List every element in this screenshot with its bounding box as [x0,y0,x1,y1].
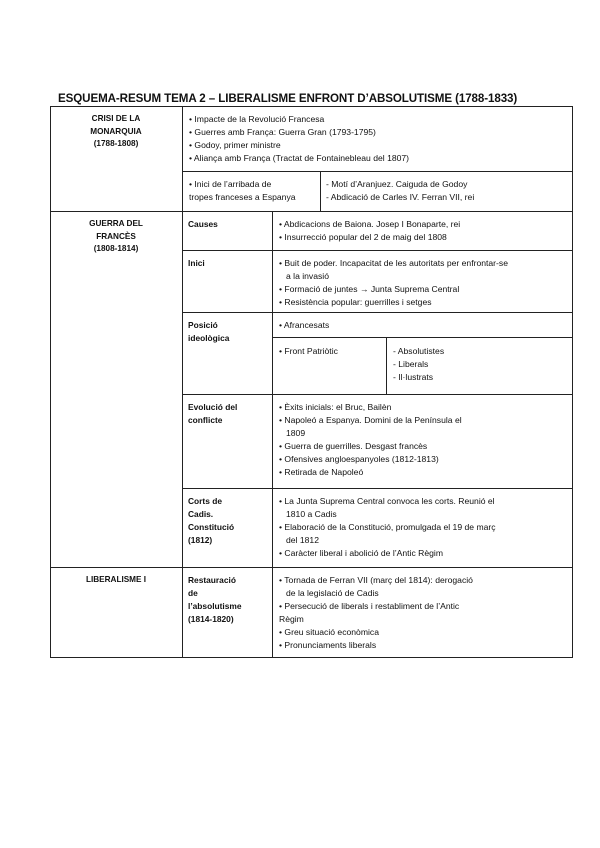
list-item: • La Junta Suprema Central convoca les corts. Reunió el [279,495,571,508]
row-divider [182,394,573,395]
col-divider [320,171,321,211]
list-item: • Buit de poder. Incapacitat de les autoritats per enfrontar-se [279,257,571,270]
list-item: • Resistència popular: guerrilles i setges [279,296,571,309]
list-item: - Abdicació de Carles IV. Ferran VII, rei [326,191,571,204]
list-item: • Impacte de la Revolució Francesa [189,113,569,126]
col-divider [386,337,387,394]
section-label-liberalisme: LIBERALISME I [85,575,147,584]
list-item: • Persecució de liberals i restabliment de l’Antic [279,600,571,613]
col-divider [272,211,273,658]
sub-label-causes: Causes [188,219,218,229]
section-divider [50,211,573,212]
causes-bullets [279,218,571,244]
list-item: • Caràcter liberal i abolició de l’Antic Règim [279,547,571,560]
corts-bullets: • La Junta Suprema Central convoca les corts. Reunió el 1810 a Cadis • Elaboració de la Constitució, promulgada el 19 de març del 1812 • Caràcter liberal i abolició de l’Antic Règim [279,495,571,560]
list-item: • Front Patriòtic [279,345,338,358]
list-item: • Napoleó a Espanya. Domini de la Península el [279,414,571,427]
list-item: • Insurrecció popular del 2 de maig del 1808 [279,231,571,244]
list-item: • Èxits inicials: el Bruc, Bailèn [279,401,571,414]
col-divider [182,106,183,658]
list-item: • Aliança amb França (Tractat de Fontainebleau del 1807) [189,152,569,165]
row-divider [182,312,573,313]
list-item: • Pronunciaments liberals [279,639,571,652]
list-item: • Elaboració de la Constitució, promulgada el 19 de març [279,521,571,534]
sub-label-inici: Inici [188,258,205,268]
list-item: - Il·lustrats [393,371,444,384]
list-item: • Retirada de Napoleó [279,466,571,479]
document-title: ESQUEMA-RESUM TEMA 2 – LIBERALISME ENFRONT D’ABSOLUTISME (1788-1833) [58,92,518,105]
restauracio-bullets: • Tornada de Ferran VII (març del 1814): derogació de la legislació de Cadis • Persecució de liberals i restabliment de l’Antic Règim • Greu situació econòmica • Pronunciaments liberals [279,574,571,652]
list-item: • Guerra de guerrilles. Desgast francès [279,440,571,453]
list-item: • Formació de juntes → Junta Suprema Central [279,283,571,296]
sub-label-evolucio: Evolució del conflicte [188,402,238,425]
sub-label-posicio: Posició ideològica [188,320,230,343]
list-item: • Guerres amb França: Guerra Gran (1793-1795) [189,126,569,139]
evolucio-bullets: • Èxits inicials: el Bruc, Bailèn • Napoleó a Espanya. Domini de la Península el 1809 • Guerra de guerrilles. Desgast francès • Ofensives angloespanyoles (1812-1813) • Retirada de Napoleó [279,401,571,479]
section-label-guerra: GUERRA DEL FRANCÈS (1808-1814) [89,219,143,253]
list-item: - Liberals [393,358,444,371]
posicio-front [279,345,338,358]
list-item: • Abdicacions de Baiona. Josep I Bonaparte, rei [279,218,571,231]
list-item: - Absolutistes [393,345,444,358]
posicio-afrancesats [279,319,329,332]
row-divider [182,488,573,489]
section-label-crisi: CRISI DE LA MONARQUIA (1788-1808) [90,114,142,148]
row-divider [182,171,573,172]
row-divider [182,250,573,251]
list-item: • Godoy, primer ministre [189,139,569,152]
crisi-aranjuez [326,178,571,204]
summary-table [50,106,573,658]
sub-label-restauracio: Restauració de l’absolutisme (1814-1820) [188,575,242,624]
list-item: • Inici de l’arribada de [189,178,319,191]
list-item: - Motí d’Aranjuez. Caiguda de Godoy [326,178,571,191]
list-item: • Afrancesats [279,319,329,332]
list-item: • Greu situació econòmica [279,626,571,639]
list-item: • Ofensives angloespanyoles (1812-1813) [279,453,571,466]
section-divider [50,567,573,568]
list-item: • Tornada de Ferran VII (març del 1814): derogació [279,574,571,587]
crisi-bullets [189,113,569,165]
sub-label-corts: Corts de Cadis. Constitució (1812) [188,496,235,545]
posicio-front-items [393,345,444,384]
crisi-tropes: • Inici de l’arribada de tropes franceses a Espanya [189,178,319,204]
inici-bullets: • Buit de poder. Incapacitat de les autoritats per enfrontar-se a la invasió • Formació de juntes → Junta Suprema Central • Resistència popular: guerrilles i setges [279,257,571,309]
row-divider [272,337,573,338]
